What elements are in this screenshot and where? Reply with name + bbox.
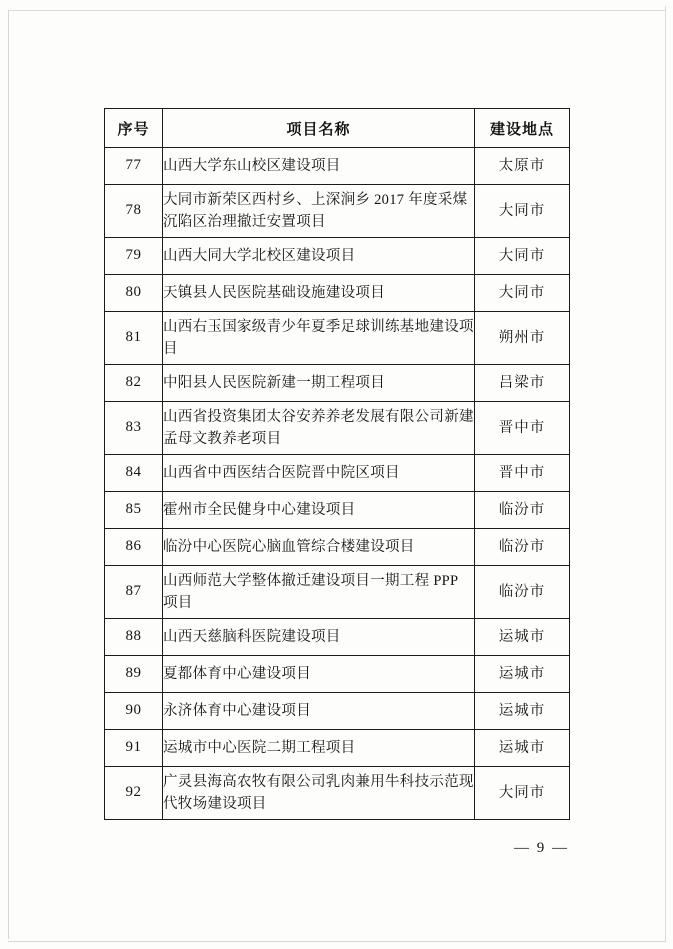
table-row xyxy=(105,185,570,238)
cell-construction-location: 晋中市 xyxy=(475,455,570,492)
cell-project-name: 霍州市全民健身中心建设项目 xyxy=(163,492,475,529)
cell-construction-location: 太原市 xyxy=(475,148,570,185)
cell-construction-location: 运城市 xyxy=(475,656,570,693)
table-row xyxy=(105,730,570,767)
cell-construction-location: 大同市 xyxy=(475,238,570,275)
cell-project-name: 山西大同大学北校区建设项目 xyxy=(163,238,475,275)
cell-construction-location: 临汾市 xyxy=(475,492,570,529)
cell-construction-location: 运城市 xyxy=(475,730,570,767)
page-edge-top xyxy=(8,10,666,11)
table-row xyxy=(105,529,570,566)
cell-project-name: 夏都体育中心建设项目 xyxy=(163,656,475,693)
cell-construction-location: 大同市 xyxy=(475,275,570,312)
cell-serial-number: 88 xyxy=(105,619,163,656)
project-list-table xyxy=(104,108,570,820)
project-list-table-wrapper xyxy=(104,108,569,820)
cell-construction-location: 吕梁市 xyxy=(475,365,570,402)
cell-project-name: 天镇县人民医院基础设施建设项目 xyxy=(163,275,475,312)
table-header-row xyxy=(105,109,570,148)
cell-construction-location: 晋中市 xyxy=(475,402,570,455)
table-row xyxy=(105,402,570,455)
page-edge-bottom xyxy=(8,941,666,942)
table-row xyxy=(105,492,570,529)
table-row xyxy=(105,275,570,312)
cell-project-name: 山西大学东山校区建设项目 xyxy=(163,148,475,185)
cell-serial-number: 89 xyxy=(105,656,163,693)
page-edge-left xyxy=(8,10,9,939)
cell-serial-number: 87 xyxy=(105,566,163,619)
cell-serial-number: 83 xyxy=(105,402,163,455)
cell-serial-number: 91 xyxy=(105,730,163,767)
cell-serial-number: 90 xyxy=(105,693,163,730)
page-edge-right xyxy=(665,6,666,942)
table-body xyxy=(105,148,570,820)
table-row xyxy=(105,148,570,185)
table-row xyxy=(105,455,570,492)
column-header-no: 序号 xyxy=(105,109,163,148)
cell-project-name: 运城市中心医院二期工程项目 xyxy=(163,730,475,767)
column-header-name: 项目名称 xyxy=(163,109,475,148)
table-row xyxy=(105,365,570,402)
cell-construction-location: 运城市 xyxy=(475,619,570,656)
cell-project-name: 山西省中西医结合医院晋中院区项目 xyxy=(163,455,475,492)
cell-serial-number: 85 xyxy=(105,492,163,529)
table-row xyxy=(105,693,570,730)
table-row xyxy=(105,767,570,820)
cell-construction-location: 大同市 xyxy=(475,185,570,238)
cell-project-name: 临汾中心医院心脑血管综合楼建设项目 xyxy=(163,529,475,566)
cell-project-name: 山西右玉国家级青少年夏季足球训练基地建设项目 xyxy=(163,312,475,365)
page-number: — 9 — xyxy=(514,840,569,856)
table-row xyxy=(105,238,570,275)
cell-construction-location: 大同市 xyxy=(475,767,570,820)
cell-project-name: 永济体育中心建设项目 xyxy=(163,693,475,730)
cell-serial-number: 81 xyxy=(105,312,163,365)
cell-serial-number: 82 xyxy=(105,365,163,402)
cell-serial-number: 77 xyxy=(105,148,163,185)
cell-serial-number: 92 xyxy=(105,767,163,820)
cell-project-name: 山西省投资集团太谷安养养老发展有限公司新建孟母文教养老项目 xyxy=(163,402,475,455)
cell-serial-number: 84 xyxy=(105,455,163,492)
column-header-location: 建设地点 xyxy=(475,109,570,148)
table-header xyxy=(105,109,570,148)
cell-project-name: 中阳县人民医院新建一期工程项目 xyxy=(163,365,475,402)
table-row xyxy=(105,619,570,656)
cell-project-name: 广灵县海高农牧有限公司乳肉兼用牛科技示范现代牧场建设项目 xyxy=(163,767,475,820)
cell-construction-location: 朔州市 xyxy=(475,312,570,365)
cell-serial-number: 86 xyxy=(105,529,163,566)
cell-construction-location: 临汾市 xyxy=(475,566,570,619)
cell-construction-location: 运城市 xyxy=(475,693,570,730)
cell-construction-location: 临汾市 xyxy=(475,529,570,566)
cell-project-name: 山西师范大学整体撤迁建设项目一期工程 PPP 项目 xyxy=(163,566,475,619)
table-row xyxy=(105,656,570,693)
cell-serial-number: 80 xyxy=(105,275,163,312)
table-row xyxy=(105,566,570,619)
table-row xyxy=(105,312,570,365)
cell-project-name: 大同市新荣区西村乡、上深涧乡 2017 年度采煤沉陷区治理撤迁安置项目 xyxy=(163,185,475,238)
cell-serial-number: 78 xyxy=(105,185,163,238)
cell-project-name: 山西天慈脑科医院建设项目 xyxy=(163,619,475,656)
cell-serial-number: 79 xyxy=(105,238,163,275)
